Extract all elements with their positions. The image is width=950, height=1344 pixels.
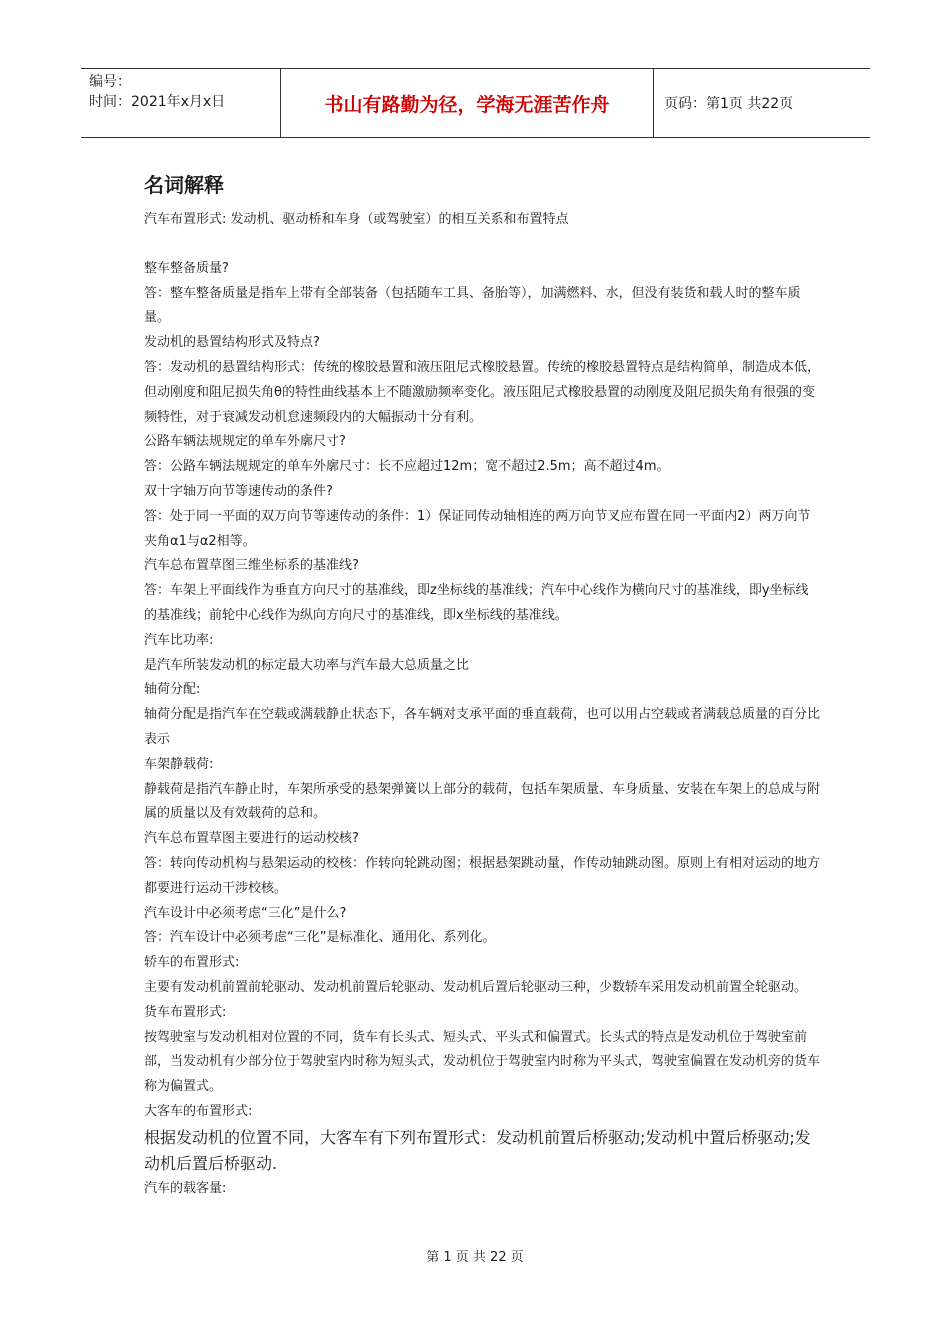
document-body bbox=[144, 170, 820, 1201]
intro-paragraph: 汽车布置形式: 发动机、驱动桥和车身（或驾驶室）的相互关系和布置特点 bbox=[144, 212, 569, 227]
paragraph: 静载荷是指汽车静止时，车架所承受的悬架弹簧以上部分的载荷，包括车架质量、车身质量、安装在车架上的总成与附属的质量以及有效载荷的总和。 bbox=[144, 781, 821, 822]
paragraph: 答：车架上平面线作为垂直方向尺寸的基准线，即z坐标线的基准线；汽车中心线作为横向尺寸的基准线，即y坐标线的基准线；前轮中心线作为纵向方向尺寸的基准线，即x坐标线的基准线。 bbox=[144, 583, 809, 623]
paragraph: 主要有发动机前置前轮驱动、发动机前置后轮驱动、发动机后置后轮驱动三种，少数轿车采用发动机前置全轮驱动。 bbox=[144, 979, 808, 995]
paragraph: 答：转向传动机构与悬架运动的校核：作转向轮跳动图；根据悬架跳动量，作传动轴跳动图。原则上有相对运动的地方都要进行运动干涉校核。 bbox=[144, 855, 821, 896]
paragraph: 按驾驶室与发动机相对位置的不同，货车有长头式、短头式、平头式和偏置式。长头式的特点是发动机位于驾驶室前部，当发动机有少部分位于驾驶室内时称为短头式，发动机位于驾驶室内时称为平头式，驾驶室偏置在发动机旁的货车称为偏置式。 bbox=[144, 1029, 821, 1095]
paragraph: 发动机的悬置结构形式及特点? bbox=[144, 335, 320, 351]
paragraph: 轿车的布置形式: bbox=[144, 955, 240, 971]
paragraph: 大客车的布置形式: bbox=[144, 1103, 253, 1119]
header-motto: 书山有路勤为径，学海无涯苦作舟 bbox=[281, 69, 654, 137]
paragraph: 答：处于同一平面的双万向节等速传动的条件：1）保证同传动轴相连的两万向节叉应布置在同一平面内2）两万向节夹角α1与α2相等。 bbox=[144, 508, 811, 549]
paragraph: 汽车设计中必须考虑“三化”是什么? bbox=[144, 905, 347, 921]
paragraph: 汽车总布置草图三维坐标系的基准线? bbox=[144, 558, 359, 574]
last-line: 汽车的载客量: bbox=[144, 1180, 227, 1196]
paragraph: 答：公路车辆法规规定的单车外廓尺寸：长不应超过12m；宽不超过2.5m；高不超过4m。 bbox=[144, 459, 670, 475]
page-footer: 第 1 页 共 22 页 bbox=[426, 1250, 524, 1265]
spacer bbox=[144, 233, 820, 257]
paragraph: 轴荷分配: bbox=[144, 682, 201, 698]
header-meta bbox=[81, 69, 281, 137]
page-title: 名词解释 bbox=[144, 173, 224, 197]
page-header bbox=[81, 68, 870, 138]
paragraph: 车架静载荷: bbox=[144, 756, 214, 772]
paragraph: 整车整备质量? bbox=[144, 260, 229, 276]
paragraph: 答：发动机的悬置结构形式：传统的橡胶悬置和液压阻尼式橡胶悬置。传统的橡胶悬置特点是结构简单，制造成本低，但动刚度和阻尼损失角θ的特性曲线基本上不随激励频率变化。液压阻尼式橡胶悬置的动刚度及阻尼损失角有很强的变频特性，对于衰减发动机怠速频段内的大幅振动十分有利。 bbox=[144, 359, 821, 425]
header-page-info: 页码：第1页 共22页 bbox=[664, 96, 794, 112]
paragraph: 答：整车整备质量是指车上带有全部装备（包括随车工具、备胎等），加满燃料、水，但没有装货和载人时的整车质量。 bbox=[144, 285, 801, 326]
paragraph: 汽车比功率: bbox=[144, 632, 214, 648]
document-number-label: 编号： bbox=[89, 74, 131, 90]
document-time-label: 时间：2021年x月x日 bbox=[89, 94, 226, 110]
paragraph: 轴荷分配是指汽车在空载或满载静止状态下，各车辆对支承平面的垂直载荷，也可以用占空载或者满载总质量的百分比表示 bbox=[144, 707, 821, 747]
paragraph: 双十字轴万向节等速传动的条件? bbox=[144, 483, 333, 499]
paragraph: 公路车辆法规规定的单车外廓尺寸? bbox=[144, 434, 346, 450]
paragraph: 答：汽车设计中必须考虑“三化”是标准化、通用化、系列化。 bbox=[144, 930, 496, 946]
large-paragraph: 根据发动机的位置不同，大客车有下列布置形式：发动机前置后桥驱动;发动机中置后桥驱动;发动机后置后桥驱动. bbox=[144, 1127, 811, 1173]
paragraph: 是汽车所装发动机的标定最大功率与汽车最大总质量之比 bbox=[144, 657, 470, 673]
paragraph: 汽车总布置草图主要进行的运动校核? bbox=[144, 831, 359, 847]
paragraph-list bbox=[144, 257, 820, 1125]
paragraph: 货车布置形式: bbox=[144, 1004, 227, 1020]
